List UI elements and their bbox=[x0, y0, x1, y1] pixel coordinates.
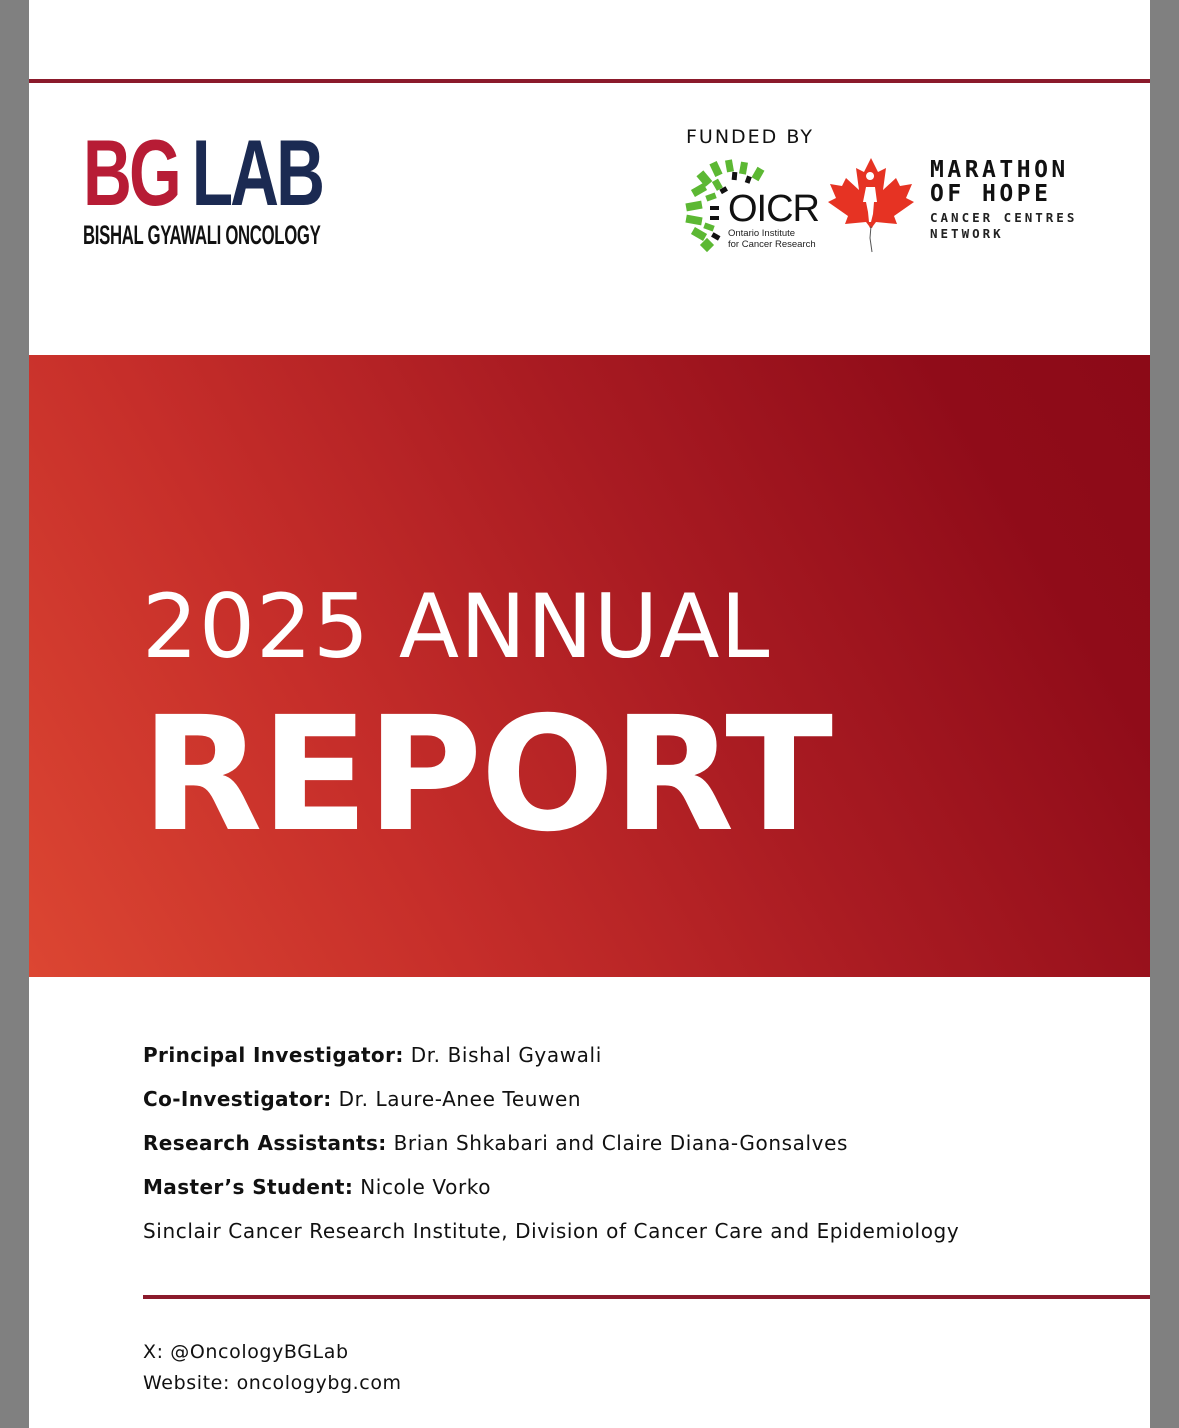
contact-info bbox=[143, 1337, 402, 1399]
bg-lab-logo bbox=[83, 120, 323, 250]
hero-banner bbox=[29, 355, 1150, 977]
logo-lab-text: LAB bbox=[191, 120, 323, 225]
credit-masters-student: Master’s Student: Nicole Vorko bbox=[143, 1175, 492, 1199]
maple-leaf-runner-icon bbox=[826, 156, 916, 254]
logo-subtitle: BISHAL GYAWALI ONCOLOGY bbox=[83, 220, 321, 250]
credits-section bbox=[143, 1033, 959, 1253]
oicr-logo bbox=[684, 158, 819, 254]
funded-by-label: FUNDED BY bbox=[686, 126, 814, 148]
credit-co-investigator: Co-Investigator: Dr. Laure-Anee Teuwen bbox=[143, 1087, 582, 1111]
logo-bg-text: BG bbox=[83, 120, 179, 225]
oicr-full-name: Ontario Institute for Cancer Research bbox=[728, 228, 816, 250]
bottom-divider bbox=[143, 1295, 1150, 1299]
x-handle[interactable]: X: @OncologyBGLab bbox=[143, 1341, 349, 1363]
credit-principal-investigator: Principal Investigator: Dr. Bishal Gyawali bbox=[143, 1043, 602, 1067]
report-cover-page bbox=[29, 0, 1150, 1428]
top-divider bbox=[29, 79, 1150, 83]
moh-sub-line2: NETWORK bbox=[930, 226, 1004, 241]
credit-research-assistants: Research Assistants: Brian Shkabari and Claire Diana-Gonsalves bbox=[143, 1131, 849, 1155]
report-year-title: 2025 ANNUAL bbox=[142, 575, 771, 678]
website-link[interactable]: Website: oncologybg.com bbox=[143, 1372, 402, 1394]
marathon-of-hope-logo bbox=[930, 158, 1077, 242]
moh-title-line1: MARATHON bbox=[930, 157, 1069, 183]
affiliation: Sinclair Cancer Research Institute, Division of Cancer Care and Epidemiology bbox=[143, 1219, 960, 1243]
report-title: REPORT bbox=[141, 683, 832, 867]
oicr-wordmark: OICR bbox=[728, 188, 819, 230]
moh-sub-line1: CANCER CENTRES bbox=[930, 210, 1078, 225]
moh-title-line2: OF HOPE bbox=[930, 181, 1052, 207]
